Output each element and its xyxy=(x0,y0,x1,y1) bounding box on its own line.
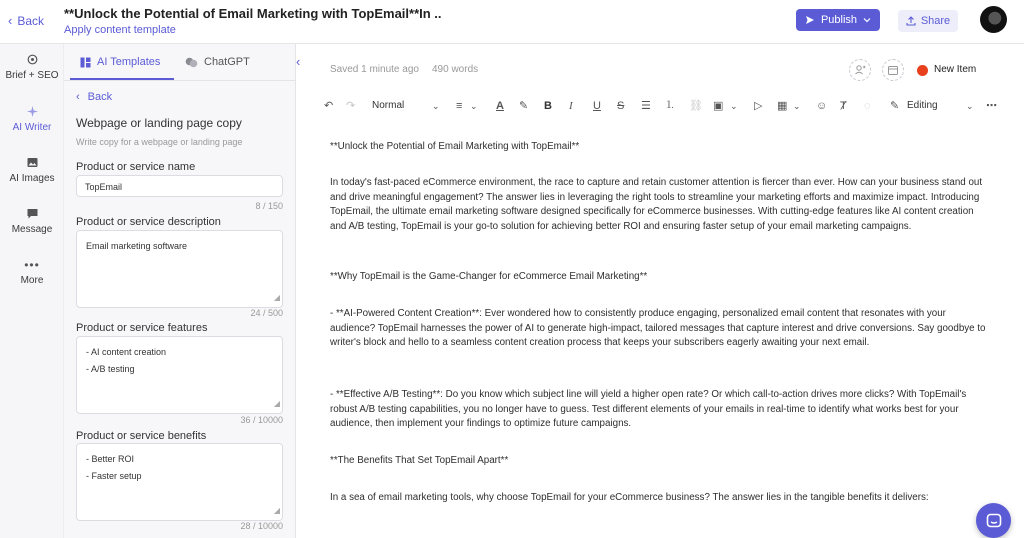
chevron-down-icon[interactable]: ⌄ xyxy=(432,101,440,111)
status-label[interactable]: New Item xyxy=(934,64,977,75)
redo-icon[interactable]: ↷ xyxy=(346,100,356,112)
editing-mode-select[interactable]: Editing xyxy=(907,100,938,111)
word-count: 490 words xyxy=(432,64,479,75)
document-title: **Unlock the Potential of Email Marketing with TopEmail**In .. xyxy=(64,6,442,21)
text-color-icon[interactable]: A xyxy=(496,100,504,112)
product-description-counter: 24 / 500 xyxy=(250,308,283,318)
product-benefits-line: - Better ROI xyxy=(86,454,135,464)
back-label: Back xyxy=(17,13,45,28)
rail-item-more[interactable] xyxy=(0,259,64,286)
resize-handle-icon[interactable]: ◢ xyxy=(273,293,280,302)
tabs-divider xyxy=(64,80,296,81)
table-icon[interactable]: ▦ xyxy=(777,100,788,112)
send-icon xyxy=(805,15,815,25)
resize-handle-icon[interactable]: ◢ xyxy=(273,399,280,408)
more-icon: ••• xyxy=(24,258,40,272)
template-description: Write copy for a webpage or landing page xyxy=(76,137,243,147)
emoji-icon[interactable]: ☺ xyxy=(816,100,828,112)
product-description-input[interactable] xyxy=(76,230,283,308)
text-style-select[interactable]: Normal xyxy=(372,100,405,111)
product-features-label: Product or service features xyxy=(76,322,208,334)
grid-icon xyxy=(80,57,91,68)
user-avatar[interactable] xyxy=(980,6,1007,33)
template-title: Webpage or landing page copy xyxy=(76,116,242,130)
chevron-down-icon[interactable]: ⌄ xyxy=(470,101,478,111)
left-rail xyxy=(0,44,64,538)
share-label: Share xyxy=(920,15,951,27)
rail-item-ai-writer[interactable] xyxy=(0,106,64,133)
comment-icon[interactable]: ◌ xyxy=(864,100,871,112)
content-heading: **Unlock the Potential of Email Marketing with TopEmail** xyxy=(330,141,580,152)
rail-label: More xyxy=(20,275,44,286)
product-features-input[interactable] xyxy=(76,336,283,414)
play-icon[interactable]: ▷ xyxy=(754,100,763,112)
upload-icon xyxy=(906,16,916,26)
message-icon xyxy=(0,208,64,220)
product-name-input[interactable]: TopEmail xyxy=(76,175,283,197)
product-features-line: - A/B testing xyxy=(86,364,135,374)
bold-icon[interactable]: B xyxy=(544,100,552,112)
collapse-panel-icon[interactable]: ‹ xyxy=(296,54,301,69)
share-button[interactable] xyxy=(898,10,958,32)
chevron-down-icon[interactable]: ⌄ xyxy=(966,101,974,111)
strikethrough-icon[interactable]: S xyxy=(617,100,625,112)
top-header xyxy=(0,0,1024,44)
content-paragraph: - **AI-Powered Content Creation**: Ever wondered how to consistently produce engaging, personalized email content that resonates with your audience? TopEmail harnesses the power of AI to generate high-impact, tailored messages that capture interest and drive conversions. Say goodbye to writer's block and hello to a seamless content creation process that keeps your subscribers eagerly awaiting your next email. xyxy=(330,308,986,348)
publish-label: Publish xyxy=(820,14,858,26)
schedule-icon[interactable] xyxy=(882,59,904,81)
resize-handle-icon[interactable]: ◢ xyxy=(273,506,280,515)
content-paragraph: In a sea of email marketing tools, why choose TopEmail for your eCommerce business? The answer lies in the tangible benefits it delivers: xyxy=(330,492,929,503)
product-benefits-input[interactable] xyxy=(76,443,283,521)
undo-icon[interactable]: ↶ xyxy=(324,100,334,112)
tab-label: AI Templates xyxy=(97,56,161,68)
product-name-label: Product or service name xyxy=(76,161,196,173)
product-benefits-counter: 28 / 10000 xyxy=(240,521,283,531)
tab-ai-templates[interactable] xyxy=(80,56,160,68)
numbered-list-icon[interactable]: ⒈ xyxy=(665,100,675,111)
chevron-left-icon: ‹ xyxy=(76,91,80,103)
chevron-down-icon[interactable]: ⌄ xyxy=(793,101,801,111)
insert-image-icon[interactable]: ▣ xyxy=(713,100,724,112)
panel-back-label: Back xyxy=(87,91,113,103)
product-benefits-line: - Faster setup xyxy=(86,471,142,481)
product-features-line: - AI content creation xyxy=(86,347,167,357)
editor-toolbar xyxy=(322,96,1012,116)
image-icon xyxy=(0,157,64,169)
active-tab-indicator xyxy=(70,78,174,80)
chat-icon xyxy=(185,57,198,68)
content-paragraph: - **Effective A/B Testing**: Do you know which subject line will yield a higher open rate? Or which call-to-action drives more clicks? With TopEmail's robust A/B testing capabilities, you no longer have to guess. Test different elements of your emails in real-time to identify what works best for your audience, then implement your findings to optimize future campaigns. xyxy=(330,389,967,429)
content-heading: **The Benefits That Set TopEmail Apart** xyxy=(330,455,509,466)
chevron-down-icon[interactable]: ⌄ xyxy=(730,101,738,111)
content-heading: **Why TopEmail is the Game-Changer for eCommerce Email Marketing** xyxy=(330,271,648,282)
product-description-label: Product or service description xyxy=(76,216,221,228)
more-options-icon[interactable]: ⋯ xyxy=(986,100,997,112)
bullet-list-icon[interactable]: ☰ xyxy=(641,100,651,112)
align-icon[interactable]: ≡ xyxy=(456,100,463,112)
product-name-counter: 8 / 150 xyxy=(255,201,283,211)
content-paragraph: In today's fast-paced eCommerce environment, the race to capture and retain customer attention is fiercer than ever. How can your business stand out and drive meaningful engagement? The answer lies in leveraging the right tools to streamline your marketing efforts and maximize impact. Introducing TopEmail, the ultimate email marketing software designed specifically for eCommerce businesses. With cutting-edge features like AI content creation and A/B testing, TopEmail is your go-to solution for achieving better ROI and ensuring faster setup of your email marketing campaigns. xyxy=(330,177,983,232)
highlight-icon[interactable]: ✎ xyxy=(519,100,529,112)
apply-template-link[interactable]: Apply content template xyxy=(64,24,176,36)
rail-label: Message xyxy=(11,224,53,235)
rail-item-message[interactable] xyxy=(0,208,64,235)
back-button[interactable] xyxy=(8,13,44,28)
rail-label: AI Writer xyxy=(12,122,52,133)
sparkle-icon xyxy=(0,106,64,118)
tab-label: ChatGPT xyxy=(204,56,250,68)
link-icon[interactable]: ⛓ xyxy=(689,100,703,112)
tab-chatgpt[interactable] xyxy=(185,56,250,68)
product-benefits-label: Product or service benefits xyxy=(76,430,207,442)
rail-label: Brief + SEO xyxy=(5,70,59,81)
rail-item-ai-images[interactable] xyxy=(0,157,64,184)
panel-back-button[interactable] xyxy=(76,91,112,103)
status-dot xyxy=(917,65,928,76)
product-description-value: Email marketing software xyxy=(86,241,188,251)
assign-user-icon[interactable] xyxy=(849,59,871,81)
pencil-icon: ✎ xyxy=(890,100,900,112)
chevron-left-icon: ‹ xyxy=(8,13,13,28)
chevron-down-icon xyxy=(863,16,871,24)
italic-icon[interactable]: I xyxy=(569,100,573,112)
chat-bubble-icon xyxy=(986,513,1002,529)
support-chat-button[interactable] xyxy=(976,503,1011,538)
target-icon xyxy=(0,54,64,66)
rail-label: AI Images xyxy=(9,173,55,184)
product-features-counter: 36 / 10000 xyxy=(240,415,283,425)
clear-format-icon[interactable]: Ⱦ xyxy=(840,100,847,112)
publish-button[interactable] xyxy=(796,9,880,31)
saved-status: Saved 1 minute ago xyxy=(330,64,419,75)
rail-item-brief-seo[interactable] xyxy=(0,54,64,81)
templates-panel xyxy=(64,44,296,538)
underline-icon[interactable]: U xyxy=(593,100,601,112)
